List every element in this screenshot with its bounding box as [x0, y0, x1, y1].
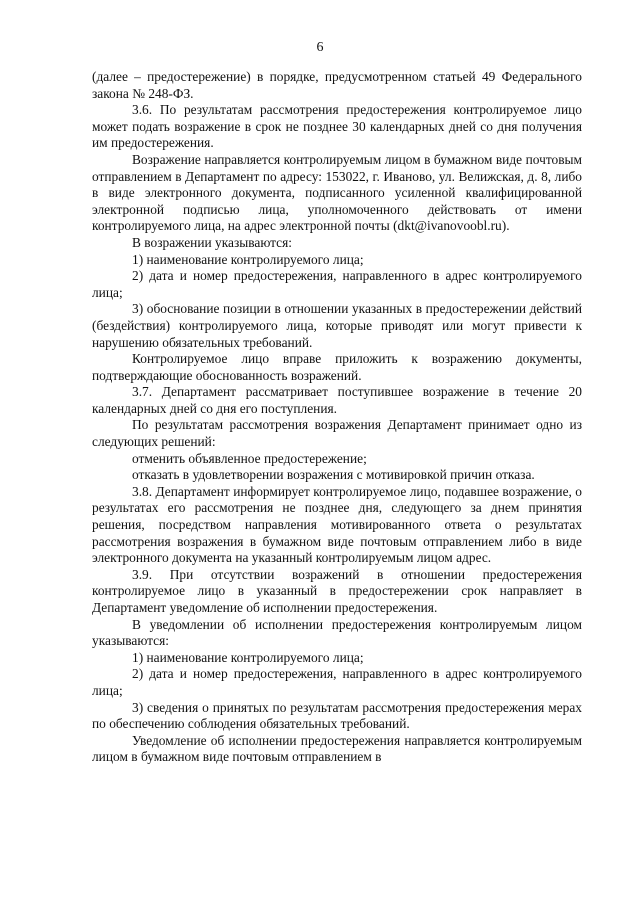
list-item: отказать в удовлетворении возражения с мотивировкой причин отказа.: [132, 467, 535, 483]
list-item: 3) обоснование позиции в отношении указанных в предостережении действий (бездействия) контролируемого лица, которые приводят или могут привести к нарушению обязательных требований.: [92, 301, 582, 350]
list-item: 1) наименование контролируемого лица;: [132, 251, 364, 267]
paragraph: 3.8. Департамент информирует контролируемое лицо, подавшее возражение, о результатах его рассмотрения не позднее дня, следующего за днем принятия решения, посредством направления мотивированного ответа о результатах рассмотрения возражения в бумажном виде почтовым отправлением либо в виде электронного документа на указанный контролируемым лицом адрес.: [92, 483, 582, 566]
list-item: 1) наименование контролируемого лица;: [132, 649, 364, 665]
paragraph: 3.6. По результатам рассмотрения предостережения контролируемое лицо может подать возражение в срок не позднее 30 календарных дней со дня получения им предостережения.: [92, 102, 582, 151]
list-item: 2) дата и номер предостережения, направленного в адрес контролируемого лица;: [92, 666, 582, 698]
paragraph: (далее – предостережение) в порядке, предусмотренном статьей 49 Федерального закона № 248-ФЗ.: [92, 69, 582, 101]
paragraph: По результатам рассмотрения возражения Департамент принимает одно из следующих решений:: [92, 417, 582, 450]
paragraph: Возражение направляется контролируемым лицом в бумажном виде почтовым отправлением в Департамент по адресу: 153022, г. Иваново, ул. Велижская, д. 8, либо в виде электронного документа, подписанного усиленной квалифицированной электронной подписью лица, уполномоченного действовать от имени контролируемого лица, на адрес электронной почты (dkt@ivanovoobl.ru).: [92, 151, 582, 234]
paragraph: Контролируемое лицо вправе приложить к возражению документы, подтверждающие обоснованность возражений.: [92, 351, 582, 383]
list-item: 2) дата и номер предостережения, направленного в адрес контролируемого лица;: [92, 268, 582, 300]
document-body: [92, 69, 582, 766]
list-item: 3) сведения о принятых по результатам рассмотрения предостережения мерах по обеспечению соблюдения обязательных требований.: [92, 699, 582, 732]
paragraph: В возражении указываются:: [132, 234, 292, 250]
page-number: 6: [316, 40, 324, 55]
paragraph: 3.9. При отсутствии возражений в отношении предостережения контролируемое лицо в указанный в предостережении срок направляет в Департамент уведомление об исполнении предостережения.: [92, 566, 582, 615]
list-item: отменить объявленное предостережение;: [132, 450, 367, 466]
paragraph: Уведомление об исполнении предостережения направляется контролируемым лицом в бумажном виде почтовым отправлением в: [92, 732, 582, 765]
paragraph: В уведомлении об исполнении предостережения контролируемым лицом указываются:: [92, 616, 582, 649]
paragraph: 3.7. Департамент рассматривает поступившее возражение в течение 20 календарных дней со дня его поступления.: [92, 384, 582, 416]
